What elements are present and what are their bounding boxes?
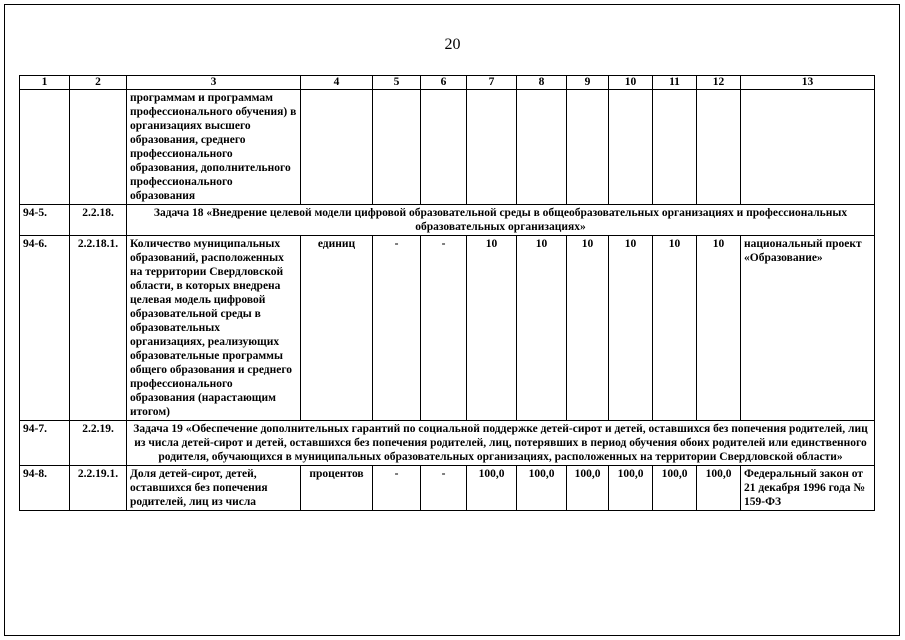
cell-value: 100,0 [653,466,697,511]
cell-value: 100,0 [517,466,567,511]
cell-value: 10 [697,236,741,421]
column-header: 2 [70,76,127,90]
cell-indicator: Доля детей-сирот, детей, оставшихся без попечения родителей, лиц из числа [127,466,301,511]
cell-unit: процентов [301,466,373,511]
cell-value: - [373,236,421,421]
cell-value [653,90,697,205]
cell-source: национальный проект «Образование» [741,236,875,421]
cell-num: 94-6. [20,236,70,421]
cell-value [697,90,741,205]
cell-value: 100,0 [609,466,653,511]
cell-source: Федеральный закон от 21 декабря 1996 года № 159-ФЗ [741,466,875,511]
cell-unit: единиц [301,236,373,421]
cell-source [741,90,875,205]
cell-num: 94-5. [20,205,70,236]
column-header: 4 [301,76,373,90]
cell-value [421,90,467,205]
column-header: 12 [697,76,741,90]
cell-value: 10 [567,236,609,421]
task-title: Задача 18 «Внедрение целевой модели цифровой образовательной среды в общеобразовательных организациях и профессиональных образовательных организациях» [127,205,875,236]
column-header: 7 [467,76,517,90]
cell-code: 2.2.19.1. [70,466,127,511]
cell-value [373,90,421,205]
column-header: 10 [609,76,653,90]
cell-value: 100,0 [467,466,517,511]
cell-value: 10 [517,236,567,421]
page-number: 20 [444,36,461,53]
cell-num: 94-8. [20,466,70,511]
cell-value: - [421,466,467,511]
cell-value: - [373,466,421,511]
table-row [20,90,875,205]
cell-value: - [421,236,467,421]
cell-value [467,90,517,205]
indicators-table [19,75,875,511]
cell-value: 10 [609,236,653,421]
column-header: 1 [20,76,70,90]
cell-value [609,90,653,205]
column-header: 5 [373,76,421,90]
task-row [20,421,875,466]
table-row [20,236,875,421]
cell-num: 94-7. [20,421,70,466]
cell-value [517,90,567,205]
column-header: 11 [653,76,697,90]
column-header: 9 [567,76,609,90]
cell-num [20,90,70,205]
table-body [20,76,875,511]
cell-code: 2.2.19. [70,421,127,466]
table-row [20,466,875,511]
cell-value: 100,0 [567,466,609,511]
column-number-row [20,76,875,90]
cell-indicator: программам и программам профессионального обучения) в организациях высшего образования, среднего профессионального образования, дополнительного профессионального образования [127,90,301,205]
column-header: 8 [517,76,567,90]
cell-unit [301,90,373,205]
column-header: 3 [127,76,301,90]
cell-indicator: Количество муниципальных образований, расположенных на территории Свердловской области, в которых внедрена целевая модель цифровой образовательной среды в образовательных организациях, реализующих образовательные программы общего образования и среднего профессионального образования (нарастающим итогом) [127,236,301,421]
cell-code [70,90,127,205]
task-title: Задача 19 «Обеспечение дополнительных гарантий по социальной поддержке детей-сирот и детей, оставшихся без попечения родителей, лиц из числа детей-сирот и детей, оставшихся без попечения родителей, лиц, потерявших в период обучения обоих родителей или единственного родителя, обучающихся в муниципальных образовательных организациях, расположенных на территории Свердловской области» [127,421,875,466]
cell-value [567,90,609,205]
column-header: 6 [421,76,467,90]
cell-value: 10 [467,236,517,421]
cell-code: 2.2.18. [70,205,127,236]
cell-code: 2.2.18.1. [70,236,127,421]
task-row [20,205,875,236]
cell-value: 100,0 [697,466,741,511]
cell-value: 10 [653,236,697,421]
column-header: 13 [741,76,875,90]
